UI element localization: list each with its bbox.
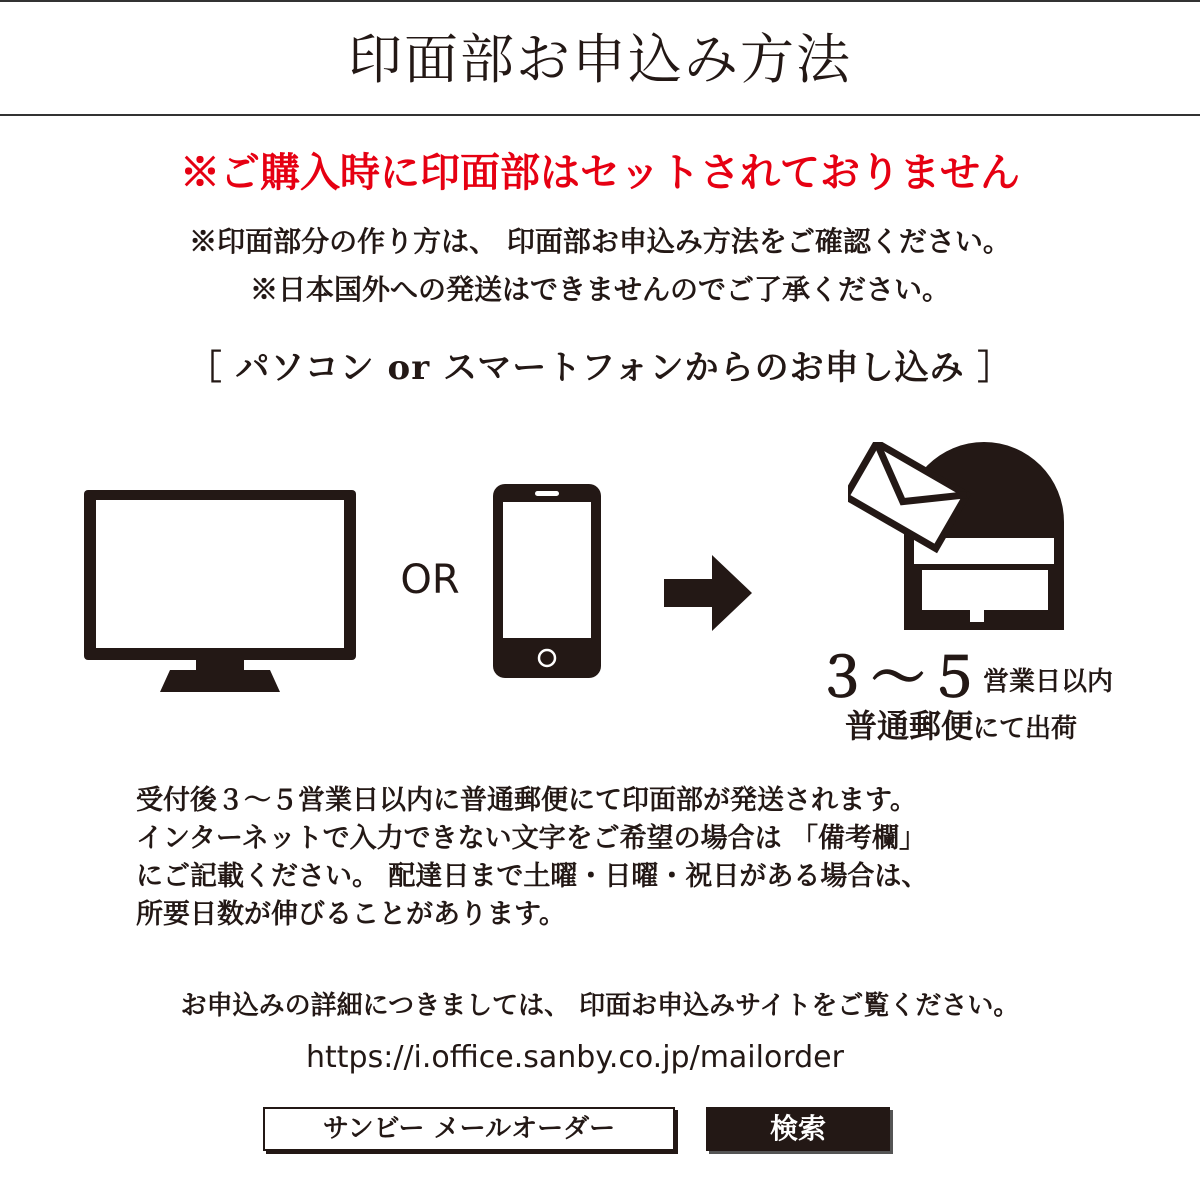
description-line: 受付後３～５営業日以内に普通郵便にて印面部が発送されます。 [136, 785, 917, 816]
shipping-method-tail: にて出荷 [973, 714, 1078, 744]
monitor-icon [84, 488, 360, 692]
note-line-1: ※印面部分の作り方は、 印面部お申込み方法をご確認ください。 [189, 225, 1011, 258]
or-label: OR [400, 557, 460, 603]
mailbox-icon [848, 442, 1068, 632]
smartphone-icon [493, 484, 601, 678]
search-input[interactable]: サンビー メールオーダー [263, 1107, 675, 1151]
description-line: インターネットで入力できない文字をご希望の場合は 「備考欄」 [136, 823, 926, 854]
search-button[interactable]: 検索 [706, 1107, 890, 1151]
shipping-method-name: 普通郵便 [845, 707, 974, 745]
order-site-url[interactable]: https://i.office.sanby.co.jp/mailorder [306, 1040, 844, 1075]
warning-text: ※ご購入時に印面部はセットされておりません [180, 149, 1020, 196]
delivery-days-label: 営業日以内 [983, 667, 1114, 697]
delivery-days-number: ３～５ [815, 646, 983, 709]
note-line-2: ※日本国外への発送はできませんのでご了承ください。 [249, 273, 950, 306]
description-line: 所要日数が伸びることがあります。 [136, 899, 566, 930]
description-block [136, 782, 1096, 934]
section-heading: ［ パソコン or スマートフォンからのお申し込み ］ [187, 348, 1013, 388]
shipping-method [845, 706, 1185, 752]
arrow-right-icon [664, 555, 754, 631]
page-title: 印面部お申込み方法 [348, 28, 852, 91]
description-line: にご記載ください。 配達日まで土曜・日曜・祝日がある場合は、 [136, 861, 929, 892]
details-text: お申込みの詳細につきましては、 印面お申込みサイトをご覧ください。 [180, 991, 1020, 1021]
